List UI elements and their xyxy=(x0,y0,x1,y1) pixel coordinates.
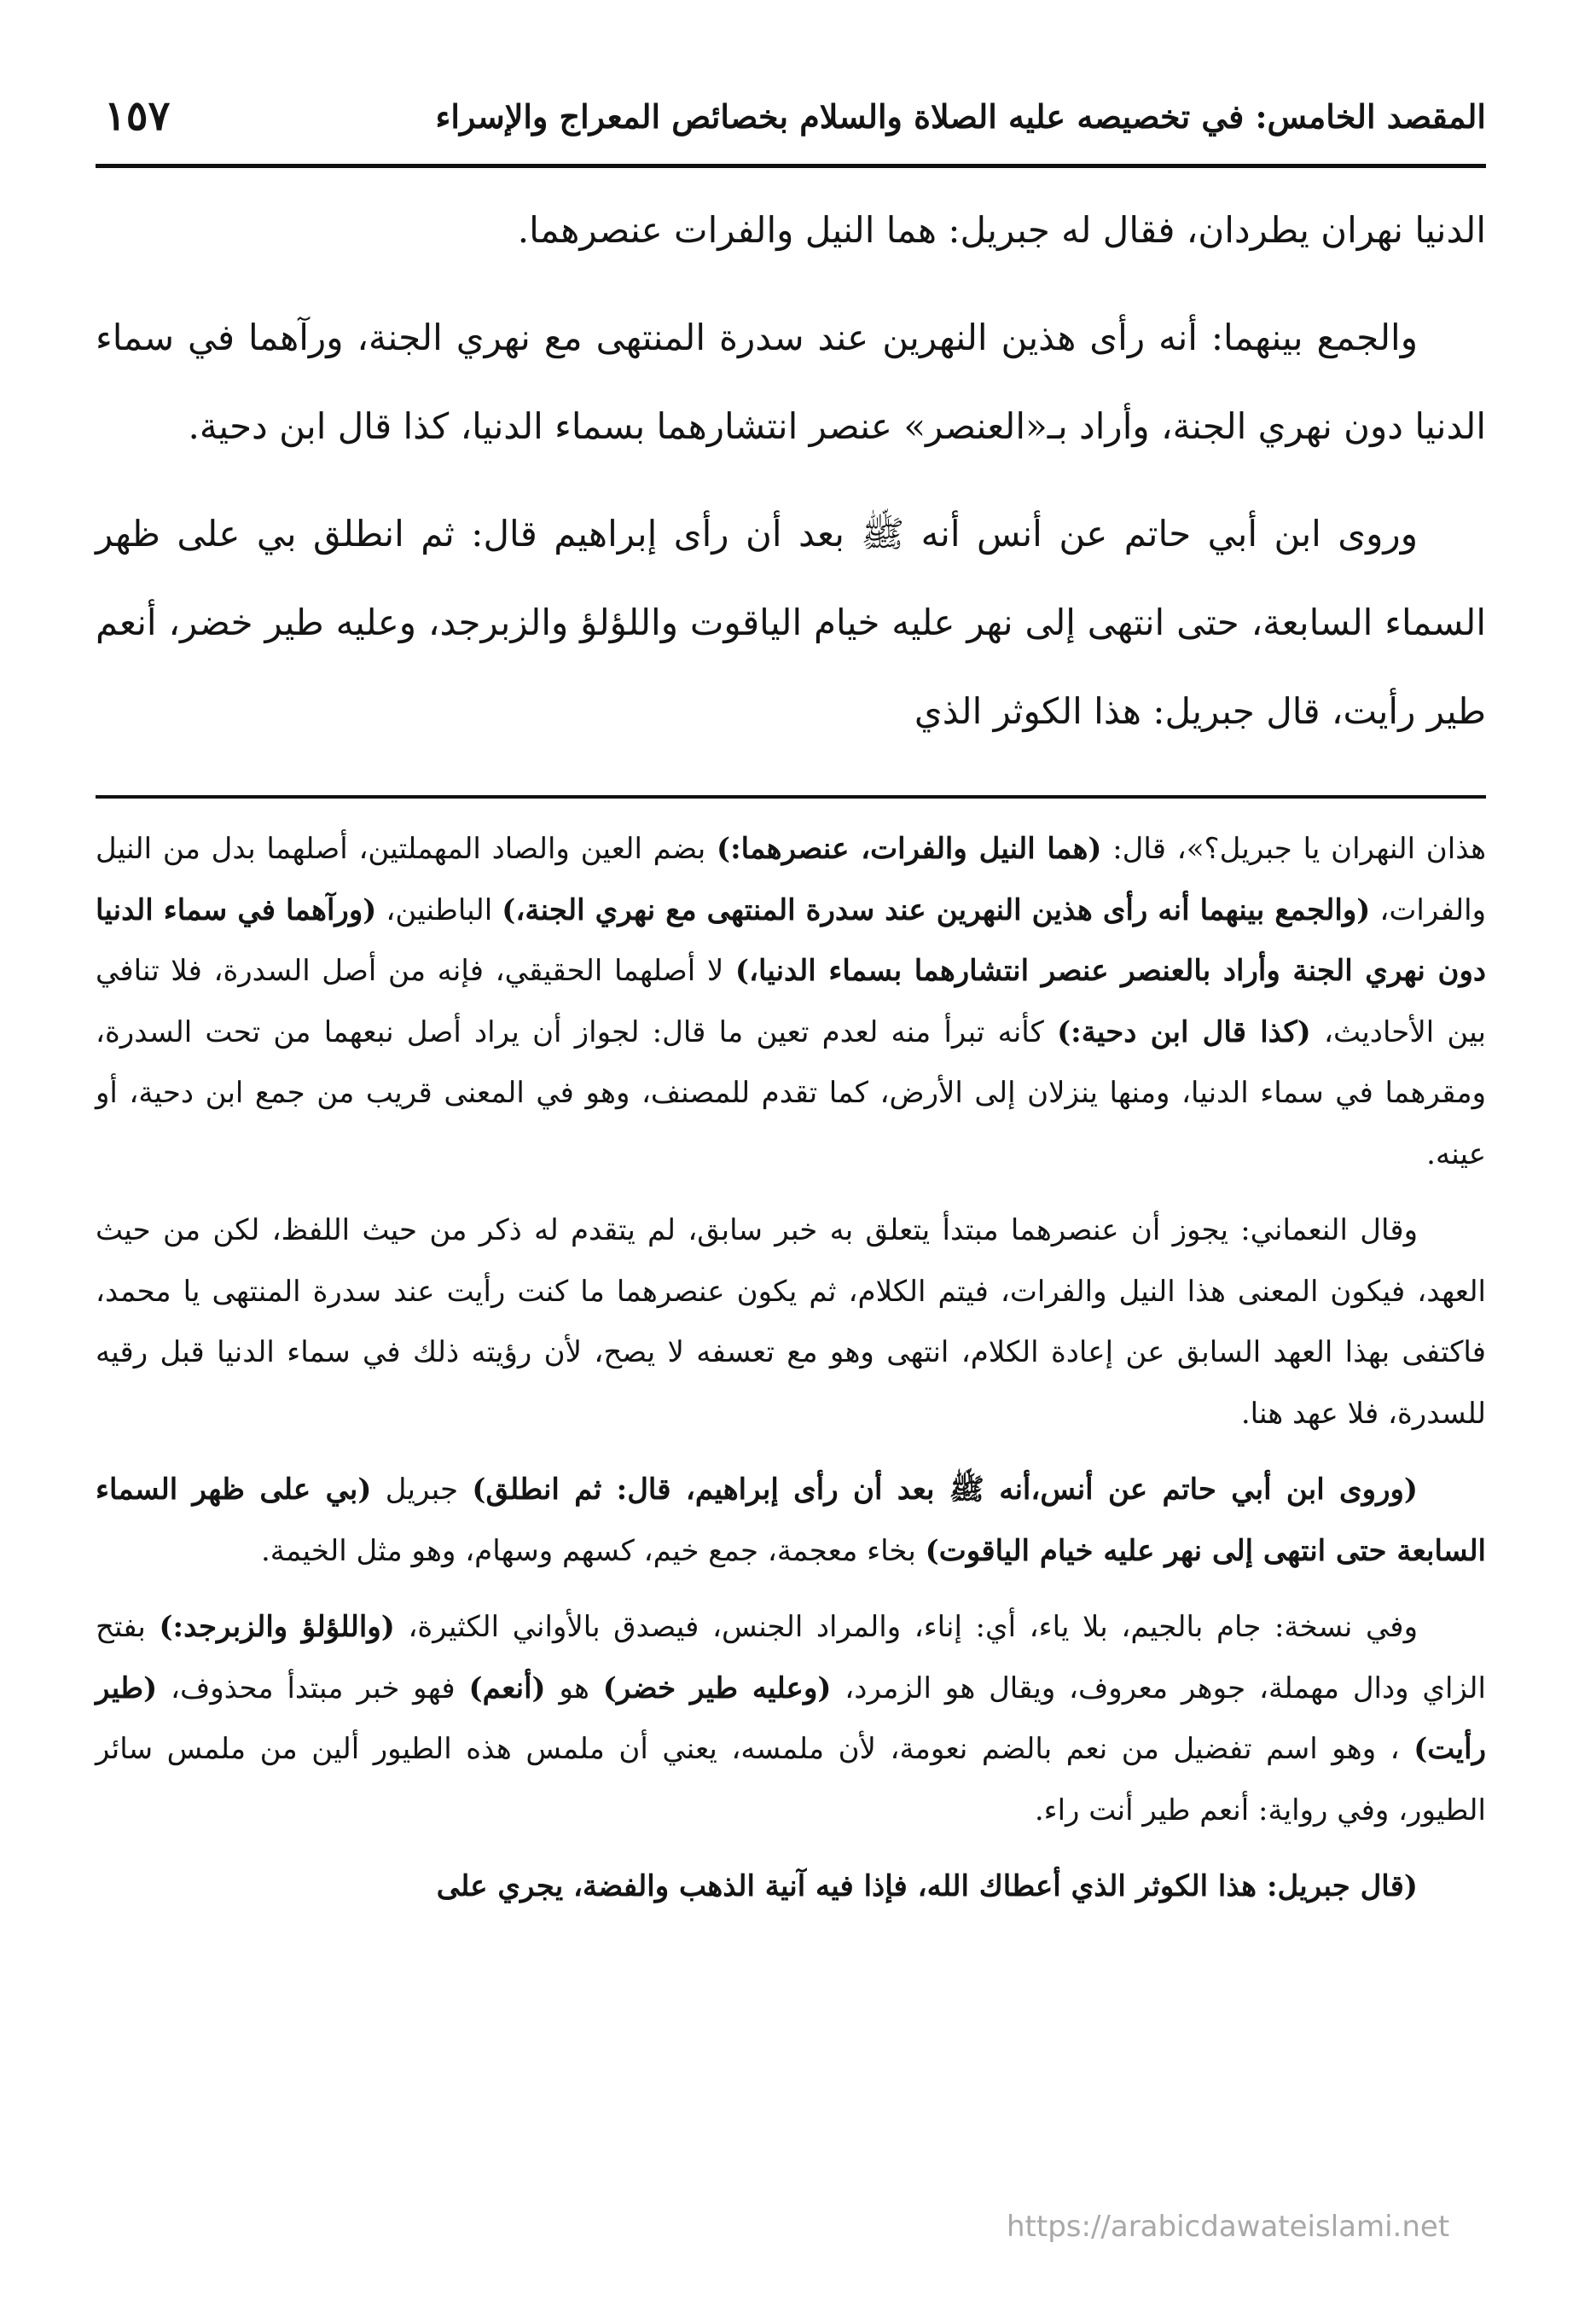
commentary-text xyxy=(96,819,1486,1933)
commentary-text-span: بضم العين والصاد المهملتين، أصلهما بدل من النيل والفرات، xyxy=(96,832,1487,927)
commentary-divider xyxy=(96,795,1486,799)
watermark-url: https://arabicdawateislami.net xyxy=(1007,2210,1450,2244)
quoted-text: (هما النيل والفرات، عنصرهما:) xyxy=(717,832,1102,866)
quoted-text: (طير رأيت) xyxy=(96,1670,1486,1766)
quoted-text: (كذا قال ابن دحية:) xyxy=(1057,1014,1311,1049)
commentary-text-span: بخاء معجمة، جمع خيم، كسهم وسهام، وهو مثل الخيمة. xyxy=(260,1533,916,1568)
main-paragraph: وروى ابن أبي حاتم عن أنس أنه ﷺ بعد أن رأى إبراهيم قال: ثم انطلق بي على ظهر السماء السابعة، حتى انتهى إلى نهر عليه خيام الياقوت واللؤلؤ والزبرجد، وعليه طير خضر، أنعم طير رأيت، قال جبريل: هذا الكوثر الذي xyxy=(96,513,1486,732)
commentary-text-span: هو xyxy=(545,1670,589,1705)
commentary-paragraph: (قال جبريل: هذا الكوثر الذي أعطاك الله، فإذا فيه آنية الذهب والفضة، يجري على xyxy=(436,1869,1418,1903)
quoted-text: (وعليه طير خضر) xyxy=(602,1670,832,1705)
commentary-text-span: الباطنين، xyxy=(376,892,493,927)
commentary-text-span: ، وهو اسم تفضيل من نعم بالضم نعومة، لأن ملمسه، يعني أن ملمس هذه الطيور ألين من ملمس سائر الطيور، وفي رواية: أنعم طير أنت راء. xyxy=(96,1732,1486,1827)
commentary-text-span: وفي نسخة: جام بالجيم، بلا ياء، أي: إناء، والمراد الجنس، فيصدق بالأواني الكثيرة، xyxy=(394,1610,1418,1644)
running-title: المقصد الخامس: في تخصيصه عليه الصلاة والسلام بخصائص المعراج والإسراء xyxy=(435,97,1486,136)
commentary-paragraph xyxy=(96,1460,1486,1582)
quoted-text: (ورآهما في سماء الدنيا دون نهري الجنة وأراد بالعنصر عنصر انتشارهما بسماء الدنيا،) xyxy=(96,892,1487,988)
commentary-text-span: كأنه تبرأ منه لعدم تعين ما قال: لجواز أن يراد أصل نبعهما من تحت السدرة، ومقرهما في سماء الدنيا، ومنها ينزلان إلى الأرض، كما تقدم للمصنف، وهو في المعنى قريب من جمع ابن دحية، أو عينه. xyxy=(96,1014,1486,1171)
quoted-text: (وروى ابن أبي حاتم عن أنس،أنه ﷺ بعد أن رأى إبراهيم، قال: ثم انطلق) xyxy=(472,1473,1418,1507)
commentary-text-span: لا أصلهما الحقيقي، فإنه من أصل السدرة، فلا تنافي بين الأحاديث، xyxy=(96,954,1486,1049)
main-paragraph: والجمع بينهما: أنه رأى هذين النهرين عند سدرة المنتهى مع نهري الجنة، ورآهما في سماء الدنيا دون نهري الجنة، وأراد بـ«العنصر» عنصر انتشارهما بسماء الدنيا، كذا قال ابن دحية. xyxy=(96,317,1486,447)
main-text xyxy=(96,186,1486,775)
commentary-text-span: هذان النهران يا جبريل؟»، قال: xyxy=(1101,832,1486,866)
page-number: ١٥٧ xyxy=(104,92,171,140)
quoted-text: (واللؤلؤ والزبرجد:) xyxy=(159,1610,395,1644)
main-paragraph: الدنيا نهران يطردان، فقال له جبريل: هما النيل والفرات عنصرهما. xyxy=(517,209,1486,251)
commentary-paragraph: وقال النعماني: يجوز أن عنصرهما مبتدأ يتعلق به خبر سابق، لم يتقدم له ذكر من حيث اللفظ، لكن من حيث العهد، فيكون المعنى هذا النيل والفرات، فيتم الكلام، ثم يكون عنصرهما ما كنت رأيت عند سدرة المنتهى يا محمد، فاكتفى بهذا العهد السابق عن إعادة الكلام، انتهى وهو مع تعسفه لا يصح، لأن رؤيته ذلك في سماء الدنيا قبل رقيه للسدرة، فلا عهد هنا. xyxy=(96,1213,1486,1431)
quoted-text: (والجمع بينهما أنه رأى هذين النهرين عند سدرة المنتهى مع نهري الجنة،) xyxy=(502,892,1371,927)
commentary-text-span: فهو خبر مبتدأ محذوف، xyxy=(157,1670,456,1705)
quoted-text: (أنعم) xyxy=(468,1670,546,1705)
commentary-text-span: بفتح الزاي ودال مهملة، جوهر معروف، ويقال هو الزمرد، xyxy=(96,1610,1486,1705)
header-divider xyxy=(96,164,1486,168)
commentary-paragraph xyxy=(96,1597,1486,1841)
commentary-paragraph xyxy=(96,819,1486,1185)
page-header xyxy=(96,92,1486,154)
commentary-text-span: جبريل xyxy=(371,1473,459,1507)
quoted-text: (بي على ظهر السماء السابعة حتى انتهى إلى نهر عليه خيام الياقوت) xyxy=(96,1473,1486,1568)
